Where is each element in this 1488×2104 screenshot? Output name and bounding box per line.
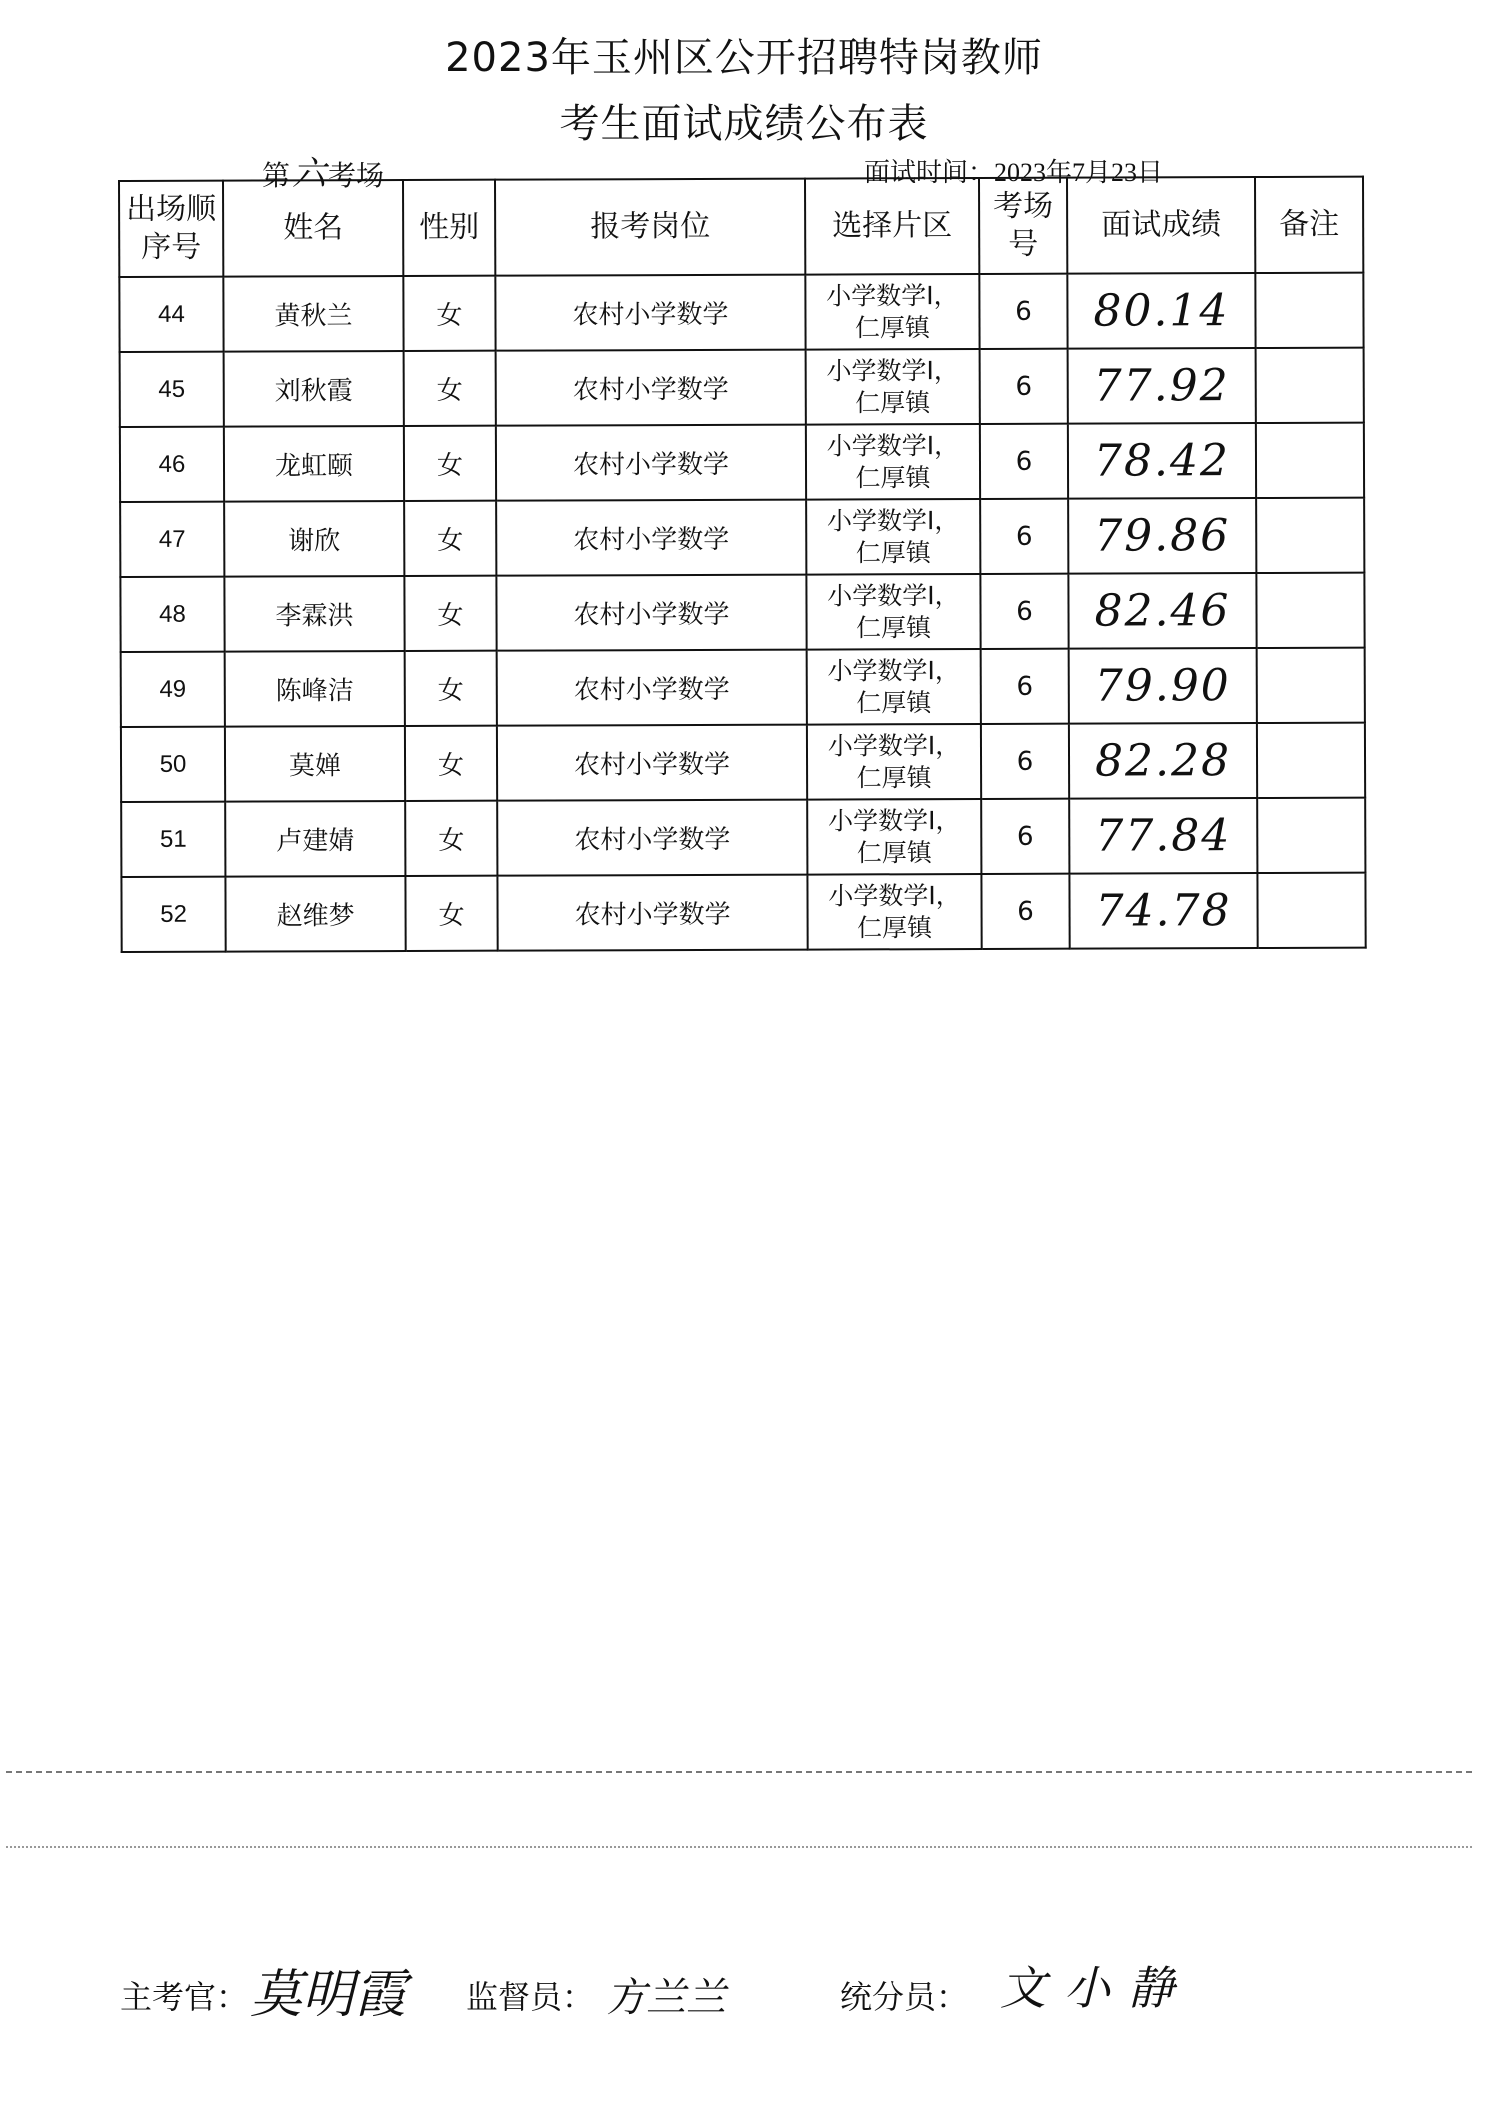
cell-position: 农村小学数学 — [497, 875, 807, 951]
area-line1: 小学数学Ⅰ， — [828, 880, 961, 911]
header-room: 考场号 — [979, 178, 1067, 274]
document-title: 2023年玉州区公开招聘特岗教师 — [445, 35, 1043, 81]
area-line2: 仁厚镇 — [856, 837, 932, 867]
document-subtitle: 考生面试成绩公布表 — [559, 101, 929, 147]
cell-name: 陈峰洁 — [225, 651, 405, 727]
table-row — [120, 348, 1364, 427]
cell-note — [1257, 798, 1365, 873]
cell-name: 刘秋霞 — [224, 351, 404, 427]
chief-examiner-label: 主考官： — [120, 1978, 249, 2016]
table-row — [120, 498, 1364, 577]
cell-room: 6 — [980, 349, 1068, 424]
cell-note — [1257, 648, 1365, 723]
cell-room: 6 — [981, 724, 1069, 799]
cell-note — [1255, 273, 1363, 348]
cell-name: 卢建婧 — [225, 801, 405, 877]
cell-area — [807, 724, 981, 800]
room-suffix: 考场 — [328, 161, 385, 192]
divider-line-dotted — [6, 1846, 1472, 1848]
header-seq: 出场顺序号 — [119, 181, 223, 277]
cell-seq: 47 — [120, 502, 224, 577]
supervisor-label: 监督员： — [466, 1978, 595, 2016]
cell-name: 龙虹颐 — [224, 426, 404, 502]
cell-score: 77.84 — [1069, 798, 1257, 874]
cell-name: 谢欣 — [224, 501, 404, 577]
cell-gender: 女 — [405, 876, 497, 951]
scorer-label: 统分员： — [840, 1978, 969, 2016]
divider-line — [6, 1771, 1472, 1773]
header-area: 选择片区 — [805, 178, 979, 275]
area-line2: 仁厚镇 — [856, 762, 932, 792]
cell-seq: 48 — [120, 577, 224, 652]
cell-gender: 女 — [404, 426, 496, 501]
cell-area — [806, 499, 980, 575]
cell-area — [807, 799, 981, 875]
cell-area — [806, 349, 980, 425]
cell-position: 农村小学数学 — [495, 275, 805, 351]
area-line2: 仁厚镇 — [856, 687, 932, 717]
header-note: 备注 — [1255, 177, 1363, 273]
cell-name: 黄秋兰 — [223, 276, 403, 352]
area-line1: 小学数学Ⅰ， — [826, 505, 960, 536]
area-line1: 小学数学Ⅰ， — [826, 280, 959, 311]
chief-examiner-signature: 莫明霞 — [250, 1965, 407, 2025]
scorer-signature: 文小静 — [1000, 1961, 1192, 2015]
area-line2: 仁厚镇 — [854, 312, 931, 342]
interview-date: 面试时间：2023年7月23日 — [864, 158, 1164, 187]
table-row — [120, 573, 1364, 652]
cell-note — [1256, 573, 1364, 648]
area-line1: 小学数学Ⅰ， — [827, 730, 961, 761]
table-row — [121, 798, 1365, 877]
cell-note — [1257, 723, 1365, 798]
area-line2: 仁厚镇 — [856, 612, 932, 642]
cell-score: 74.78 — [1069, 873, 1257, 949]
cell-area — [807, 874, 981, 950]
cell-score: 79.86 — [1068, 498, 1256, 574]
area-line1: 小学数学Ⅰ， — [828, 805, 961, 836]
cell-name: 李霖洪 — [224, 576, 404, 652]
table-row — [121, 648, 1365, 727]
table-header-row — [119, 177, 1363, 277]
cell-gender: 女 — [405, 801, 497, 876]
cell-score: 82.28 — [1069, 723, 1257, 799]
area-line2: 仁厚镇 — [855, 462, 931, 492]
cell-seq: 52 — [121, 877, 225, 952]
cell-note — [1256, 348, 1364, 423]
cell-gender: 女 — [404, 351, 496, 426]
cell-gender: 女 — [403, 276, 495, 351]
cell-seq: 44 — [119, 277, 223, 352]
cell-score: 82.46 — [1068, 573, 1256, 649]
cell-note — [1256, 423, 1364, 498]
cell-seq: 45 — [120, 352, 224, 427]
area-line1: 小学数学Ⅰ， — [827, 580, 960, 611]
cell-position: 农村小学数学 — [497, 800, 807, 876]
area-line2: 仁厚镇 — [855, 387, 931, 417]
cell-position: 农村小学数学 — [497, 725, 807, 801]
cell-room: 6 — [980, 424, 1068, 499]
supervisor-signature: 方兰兰 — [606, 1975, 726, 2021]
score-table — [118, 176, 1367, 953]
cell-position: 农村小学数学 — [497, 650, 807, 726]
cell-score: 77.92 — [1068, 348, 1256, 424]
cell-note — [1257, 873, 1365, 948]
area-line2: 仁厚镇 — [855, 537, 931, 567]
cell-score: 80.14 — [1067, 273, 1255, 349]
table-row — [119, 273, 1363, 352]
cell-score: 78.42 — [1068, 423, 1256, 499]
cell-area — [806, 424, 980, 500]
cell-position: 农村小学数学 — [496, 575, 806, 651]
signature-block — [120, 1948, 1420, 2038]
cell-room: 6 — [981, 874, 1069, 949]
header-score: 面试成绩 — [1067, 177, 1255, 274]
cell-room: 6 — [979, 274, 1067, 349]
area-line2: 仁厚镇 — [857, 912, 933, 942]
header-gender: 性别 — [403, 180, 495, 276]
area-line1: 小学数学Ⅰ， — [826, 430, 960, 461]
cell-name: 莫婵 — [225, 726, 405, 802]
cell-gender: 女 — [404, 501, 496, 576]
cell-position: 农村小学数学 — [496, 425, 806, 501]
cell-seq: 51 — [121, 802, 225, 877]
cell-room: 6 — [980, 574, 1068, 649]
cell-gender: 女 — [405, 726, 497, 801]
header-name: 姓名 — [223, 180, 403, 277]
cell-seq: 46 — [120, 427, 224, 502]
cell-seq: 49 — [121, 652, 225, 727]
table-row — [120, 423, 1364, 502]
cell-note — [1256, 498, 1364, 573]
cell-name: 赵维梦 — [225, 876, 405, 952]
room-number-handwritten: 六 — [292, 154, 327, 194]
table-row — [121, 873, 1365, 952]
cell-gender: 女 — [404, 576, 496, 651]
room-prefix: 第 — [262, 161, 291, 192]
cell-score: 79.90 — [1069, 648, 1257, 724]
cell-area — [805, 274, 979, 350]
cell-area — [806, 574, 980, 650]
cell-seq: 50 — [121, 727, 225, 802]
header-position: 报考岗位 — [495, 179, 805, 276]
cell-gender: 女 — [405, 651, 497, 726]
cell-room: 6 — [981, 799, 1069, 874]
cell-position: 农村小学数学 — [496, 350, 806, 426]
table-row — [121, 723, 1365, 802]
area-line1: 小学数学Ⅰ， — [827, 655, 960, 686]
cell-room: 6 — [981, 649, 1069, 724]
cell-position: 农村小学数学 — [496, 500, 806, 576]
cell-area — [807, 649, 981, 725]
cell-room: 6 — [980, 499, 1068, 574]
area-line1: 小学数学Ⅰ， — [826, 355, 959, 386]
